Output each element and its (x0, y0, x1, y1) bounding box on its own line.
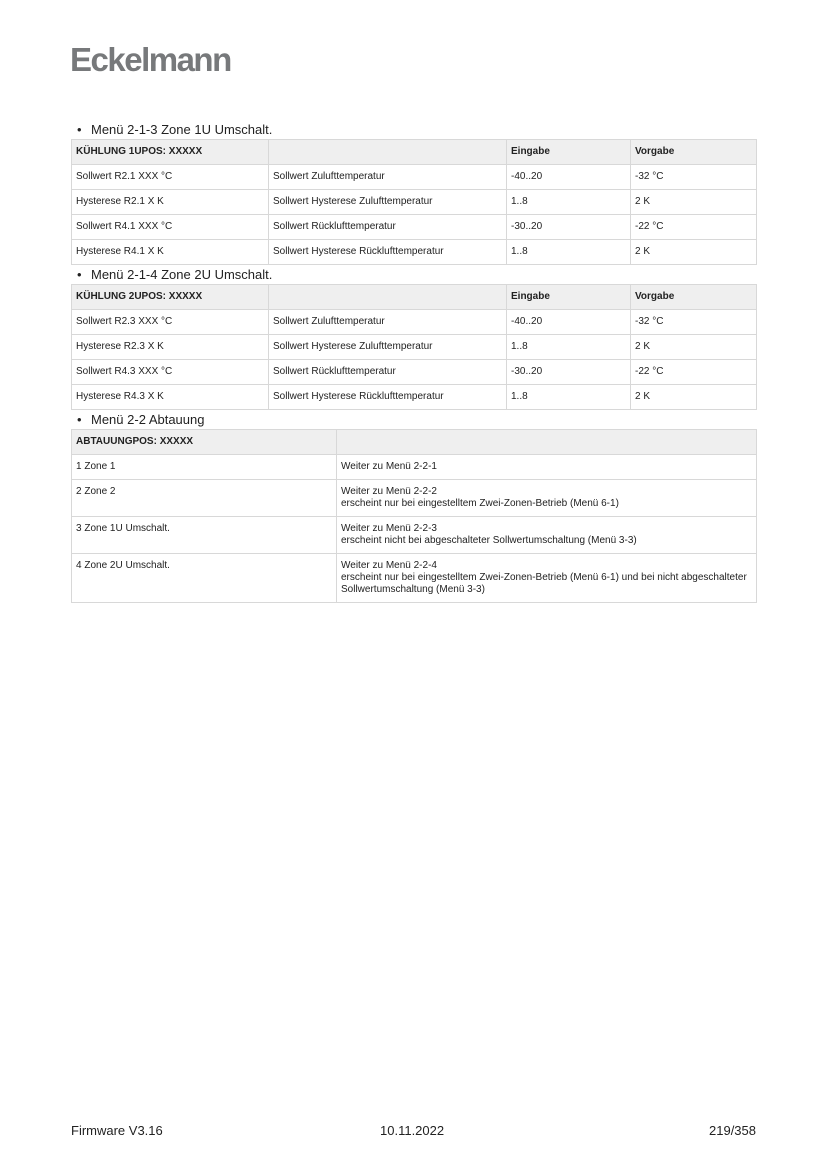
page-content (71, 120, 756, 603)
cell-vorgabe: 2 K (631, 385, 757, 410)
cell-description: Sollwert Hysterese Zulufttemperatur (269, 335, 507, 360)
cell-description: Sollwert Hysterese Rücklufttemperatur (269, 240, 507, 265)
cell-description (337, 554, 757, 603)
bullet-icon: • (77, 412, 82, 427)
header-cell: KÜHLUNG 2UPOS: XXXXX (72, 285, 269, 310)
description-note: erscheint nicht bei abgeschalteter Sollwertumschaltung (Menü 3-3) (341, 535, 637, 546)
cell-description (337, 480, 757, 517)
table-row (72, 165, 757, 190)
header-cell-vorgabe: Vorgabe (631, 285, 757, 310)
footer-page-number: 219/358 (709, 1123, 756, 1138)
table-header-row (72, 430, 757, 455)
table-abtauung (71, 429, 757, 603)
bullet-icon: • (77, 267, 82, 282)
cell-parameter: Sollwert R4.1 XXX °C (72, 215, 269, 240)
cell-description: Sollwert Zulufttemperatur (269, 165, 507, 190)
header-cell (337, 430, 757, 455)
table-row (72, 310, 757, 335)
cell-parameter: Sollwert R4.3 XXX °C (72, 360, 269, 385)
cell-description: Sollwert Hysterese Zulufttemperatur (269, 190, 507, 215)
cell-description: Sollwert Zulufttemperatur (269, 310, 507, 335)
cell-vorgabe: -32 °C (631, 310, 757, 335)
footer-date: 10.11.2022 (380, 1123, 445, 1138)
cell-vorgabe: -22 °C (631, 215, 757, 240)
cell-parameter: Hysterese R2.1 X K (72, 190, 269, 215)
description-note: erscheint nur bei eingestelltem Zwei-Zonen-Betrieb (Menü 6-1) und bei nicht abgeschalteter Sollwertumschaltung (Menü 3-3) (341, 572, 747, 595)
cell-parameter: 2 Zone 2 (72, 480, 337, 517)
table-row (72, 335, 757, 360)
table-kuehlung-2u (71, 284, 757, 410)
cell-parameter: 1 Zone 1 (72, 455, 337, 480)
header-cell: KÜHLUNG 1UPOS: XXXXX (72, 140, 269, 165)
cell-parameter: 3 Zone 1U Umschalt. (72, 517, 337, 554)
table-row (72, 385, 757, 410)
cell-description: Sollwert Rücklufttemperatur (269, 215, 507, 240)
table-row (72, 455, 757, 480)
table-row (72, 480, 757, 517)
cell-parameter: Hysterese R4.1 X K (72, 240, 269, 265)
table-row (72, 190, 757, 215)
header-cell-eingabe: Eingabe (507, 140, 631, 165)
header-cell-eingabe: Eingabe (507, 285, 631, 310)
header-cell-vorgabe: Vorgabe (631, 140, 757, 165)
section-title-zone-1u (77, 122, 756, 137)
cell-parameter: Sollwert R2.3 XXX °C (72, 310, 269, 335)
cell-vorgabe: -32 °C (631, 165, 757, 190)
header-cell (269, 285, 507, 310)
cell-eingabe: -30..20 (507, 215, 631, 240)
cell-parameter: 4 Zone 2U Umschalt. (72, 554, 337, 603)
cell-description (337, 517, 757, 554)
page-footer (71, 1123, 756, 1139)
cell-description (337, 455, 757, 480)
cell-vorgabe: 2 K (631, 335, 757, 360)
section-title-text: Menü 2-1-3 Zone 1U Umschalt. (91, 122, 273, 137)
cell-eingabe: -40..20 (507, 165, 631, 190)
header-cell (269, 140, 507, 165)
table-row (72, 360, 757, 385)
cell-eingabe: 1..8 (507, 190, 631, 215)
cell-description: Sollwert Rücklufttemperatur (269, 360, 507, 385)
description-main: Weiter zu Menü 2-2-2 (341, 486, 437, 497)
table-kuehlung-1u (71, 139, 757, 265)
table-row (72, 517, 757, 554)
table-row (72, 240, 757, 265)
cell-eingabe: -40..20 (507, 310, 631, 335)
section-title-text: Menü 2-2 Abtauung (91, 412, 205, 427)
footer-firmware: Firmware V3.16 (71, 1123, 163, 1138)
cell-eingabe: 1..8 (507, 335, 631, 360)
section-title-abtauung (77, 412, 756, 427)
table-header-row (72, 285, 757, 310)
description-main: Weiter zu Menü 2-2-1 (341, 461, 437, 472)
eckelmann-logo: Eckelmann (70, 41, 231, 78)
section-title-text: Menü 2-1-4 Zone 2U Umschalt. (91, 267, 273, 282)
description-main: Weiter zu Menü 2-2-4 (341, 560, 437, 571)
cell-eingabe: 1..8 (507, 240, 631, 265)
description-main: Weiter zu Menü 2-2-3 (341, 523, 437, 534)
table-row (72, 554, 757, 603)
cell-parameter: Sollwert R2.1 XXX °C (72, 165, 269, 190)
cell-vorgabe: -22 °C (631, 360, 757, 385)
table-header-row (72, 140, 757, 165)
cell-eingabe: 1..8 (507, 385, 631, 410)
cell-parameter: Hysterese R4.3 X K (72, 385, 269, 410)
bullet-icon: • (77, 122, 82, 137)
table-row (72, 215, 757, 240)
cell-eingabe: -30..20 (507, 360, 631, 385)
cell-vorgabe: 2 K (631, 240, 757, 265)
cell-description: Sollwert Hysterese Rücklufttemperatur (269, 385, 507, 410)
section-title-zone-2u (77, 267, 756, 282)
cell-parameter: Hysterese R2.3 X K (72, 335, 269, 360)
header-cell: ABTAUUNGPOS: XXXXX (72, 430, 337, 455)
cell-vorgabe: 2 K (631, 190, 757, 215)
description-note: erscheint nur bei eingestelltem Zwei-Zonen-Betrieb (Menü 6-1) (341, 498, 619, 509)
